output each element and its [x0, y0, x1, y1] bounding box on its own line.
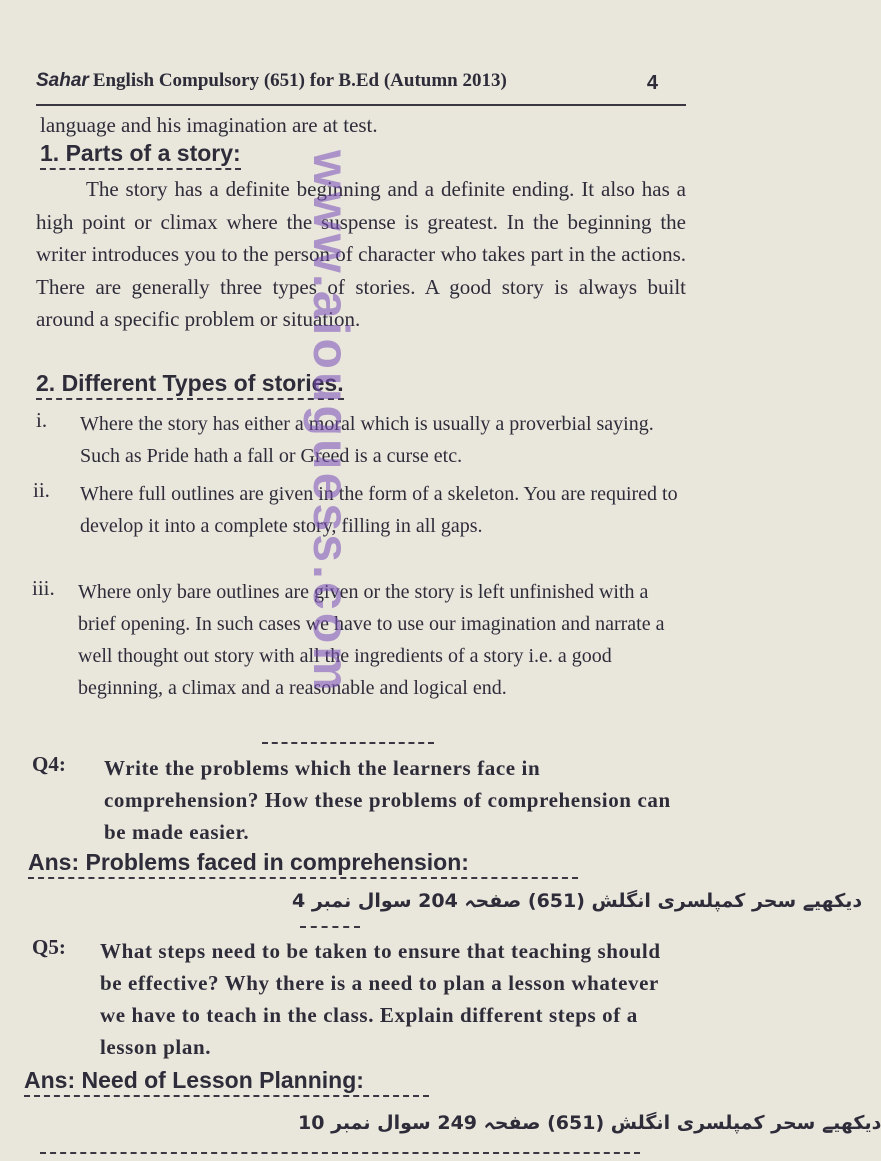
urdu-reference: دیکھیے سحر کمپلسری انگلش (651) صفحہ 204 سوال نمبر 4	[292, 890, 863, 912]
question-text: Write the problems which the learners face in comprehension? How these problems of comprehension can be made easier.	[104, 756, 671, 844]
urdu-reference: دیکھیے سحر کمپلسری انگلش (651) صفحہ 249 سوال نمبر 10	[298, 1112, 881, 1134]
answer-heading: Ans: Need of Lesson Planning:	[24, 1067, 429, 1097]
header-title: English Compulsory (651) for B.Ed (Autumn 2013)	[92, 70, 507, 91]
divider-rule	[40, 1152, 640, 1154]
section-heading-types-of-stories: 2. Different Types of stories.	[36, 370, 344, 400]
list-item-number: iii.	[32, 576, 55, 600]
list-item-number: ii.	[33, 478, 50, 502]
section-paragraph: The story has a definite beginning and a definite ending. It also has a high point or climax where the suspense is greatest. In the beginning the writer introduces you to the person of character who takes part in the actions. There are generally three types of stories. A good story is always built around a specific problem or situation.	[36, 177, 686, 331]
answer-heading: Ans: Problems faced in comprehension:	[28, 849, 578, 879]
list-item-number: i.	[36, 408, 48, 432]
watermark-text: www.aiouguess.com	[303, 150, 359, 694]
list-item-text: Where full outlines are given in the form of a skeleton. You are required to develop it into a complete story, filling in all gaps.	[80, 483, 678, 537]
page-header	[36, 70, 686, 106]
question-label: Q4:	[32, 752, 66, 776]
header-brand: Sahar	[36, 70, 89, 91]
question-text: What steps need to be taken to ensure that teaching should be effective? Why there is a need to plan a lesson whatever we have to teach in the class. Explain different steps of a lesson plan.	[100, 939, 661, 1059]
list-item-text: Where only bare outlines are given or the story is left unfinished with a brief opening. In such cases we have to use our imagination and narrate a well thought out story with all the ingredients of a story i.e. a good beginning, a climax and a reasonable and logical end.	[78, 581, 665, 699]
page-number: 4	[646, 72, 658, 94]
question-label: Q5:	[32, 935, 66, 959]
list-item-text: Where the story has either a moral which is usually a proverbial saying. Such as Pride hath a fall or Greed is a curse etc.	[80, 413, 654, 467]
section-heading-parts-of-story: 1. Parts of a story:	[40, 140, 241, 170]
intro-line: language and his imagination are at test.	[40, 113, 378, 137]
